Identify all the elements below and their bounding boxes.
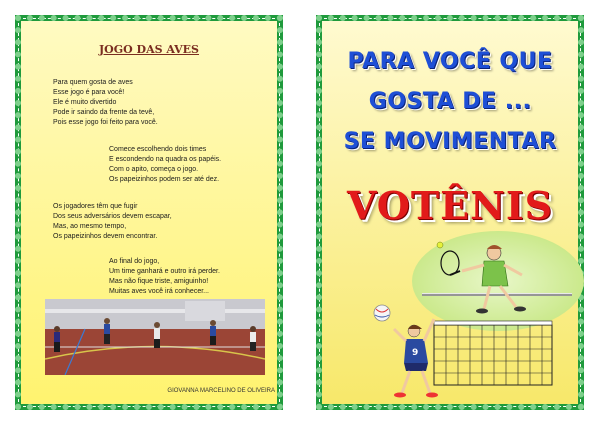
cover-headline-line-3: SE MOVIMENTAR [343, 129, 557, 154]
cover-page [316, 15, 584, 410]
poem-line: Esse jogo é para você! [53, 89, 125, 96]
gym-photo-illustration [45, 299, 265, 375]
poem-line: Mas não fique triste, amiguinho! [109, 278, 209, 285]
poem-line: Um time ganhará e outro irá perder. [109, 268, 220, 275]
poem-line: Os papeizinhos devem encontrar. [53, 233, 158, 240]
cover-headline-line-2: GOSTA DE ... [368, 89, 532, 114]
poem-title: JOGO DAS AVES [98, 43, 200, 56]
poem-page [15, 15, 283, 410]
gym-photo [45, 299, 265, 375]
poem-line: Com o apito, começa o jogo. [109, 166, 199, 173]
author-credit: GIOVANNA MARCELINO DE OLIVEIRA [167, 388, 275, 394]
volleyball-illustration [342, 301, 562, 411]
poem-line: Ele é muito divertido [53, 99, 117, 106]
poem-line: E escondendo na quadra os papéis. [109, 156, 222, 163]
poem-line: Mas, ao mesmo tempo, [53, 223, 127, 230]
cover-headline-line-1: PARA VOCÊ QUE [347, 49, 553, 74]
poem-stanza-4 [109, 257, 220, 297]
poem-line: Pode ir saindo da frente da tevê, [53, 109, 155, 116]
poem-line: Dos seus adversários devem escapar, [53, 213, 172, 220]
svg-text:9: 9 [412, 348, 419, 358]
poem-stanza-1 [53, 78, 158, 128]
poem-line: Comece escolhendo dois times [109, 146, 207, 153]
poem-line: Para quem gosta de aves [53, 79, 133, 86]
poem-line: Os papeizinhos podem ser até dez. [109, 176, 220, 183]
poem-stanza-3 [53, 202, 172, 242]
brand-title: VOTÊNIS [346, 183, 554, 228]
poem-stanza-2 [109, 145, 221, 185]
poem-line: Muitas aves você irá conhecer... [109, 288, 209, 295]
poem-line: Os jogadores têm que fugir [53, 203, 138, 210]
poem-line: Pois esse jogo foi feito para você. [53, 119, 158, 126]
poem-line: Ao final do jogo, [109, 258, 160, 265]
